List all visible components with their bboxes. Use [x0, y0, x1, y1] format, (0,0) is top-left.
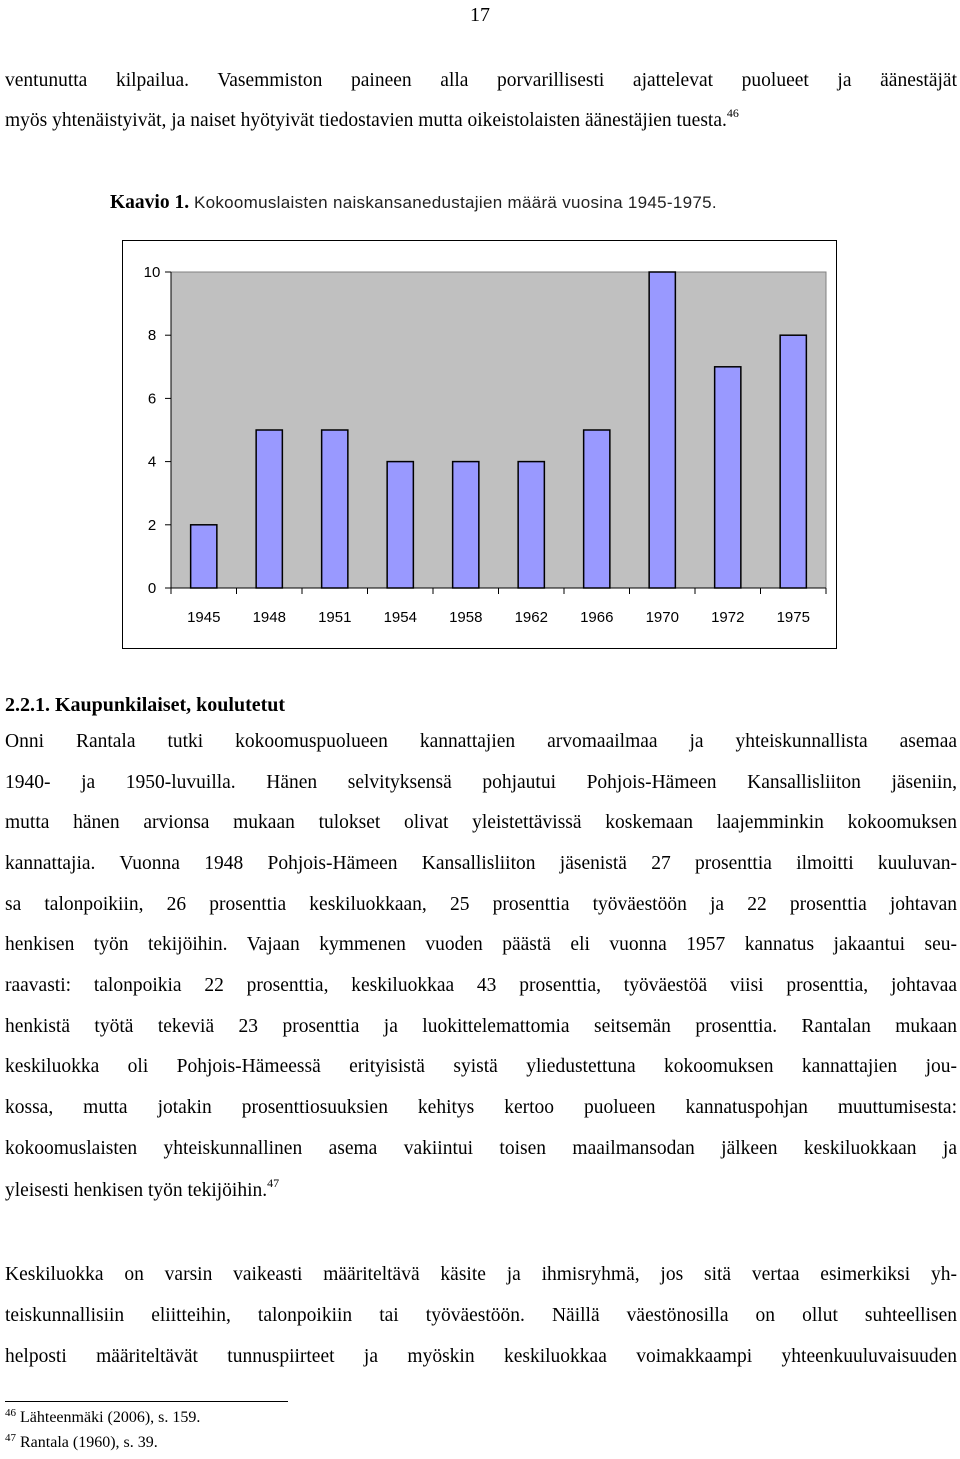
p1-line-1: Onni Rantala tutki kokoomuspuolueen kannattajien arvomaailmaa ja yhteiskunnallista asemaa [5, 731, 957, 752]
bar-1951 [322, 430, 348, 588]
x-tick-label: 1948 [252, 609, 286, 626]
y-tick-label: 8 [147, 327, 157, 345]
footnote-47-num: 47 [5, 1432, 16, 1444]
p1-line-8: henkistä työtä tekeviä 23 prosenttia ja luokittelemattomia seitsemän prosenttia. Rantalan mukaan [5, 1016, 957, 1037]
bar-1970 [649, 272, 675, 588]
y-tick-label: 10 [143, 264, 161, 281]
p2-line-1: Keskiluokka on varsin vaikeasti määriteltävä käsite ja ihmisryhmä, jos sitä vertaa esimerkiksi yh- [5, 1264, 957, 1285]
intro-line-2 [5, 106, 739, 132]
bar-1966 [584, 430, 610, 588]
caption-label: Kaavio 1. [110, 192, 190, 213]
p1-line-12 [5, 1176, 280, 1202]
footnote-46 [5, 1409, 200, 1427]
page-number: 17 [470, 4, 490, 26]
bar-chart [122, 240, 837, 649]
bar-1972 [715, 367, 741, 588]
bar-chart-svg [122, 240, 837, 649]
x-tick-label: 1954 [383, 609, 417, 626]
caption-text: Kokoomuslaisten naiskansanedustajien määrä vuosina 1945-1975. [193, 193, 717, 212]
p1-line-9: keskiluokka oli Pohjois-Hämeessä erityisistä syistä yliedustettuna kokoomuksen kannattajien jou- [5, 1056, 957, 1077]
footnote-46-num: 46 [5, 1407, 16, 1419]
p1-line-11: kokoomuslaisten yhteiskunnallinen asema vakiintui toisen maailmansodan jälkeen keskiluokkaan ja [5, 1138, 957, 1159]
p1-line-7: raavasti: talonpoikia 22 prosenttia, keskiluokkaa 43 prosenttia, työväestöä viisi prosenttia, johtavaa [5, 975, 957, 996]
x-tick-label: 1951 [318, 609, 352, 626]
x-tick-label: 1958 [449, 609, 483, 626]
footnote-rule [5, 1401, 288, 1402]
section-heading: 2.2.1. Kaupunkilaiset, koulutetut [5, 694, 286, 716]
x-tick-label: 1966 [580, 609, 614, 626]
p1-line-12-text: yleisesti henkisen työn tekijöihin. [5, 1180, 268, 1201]
footnote-ref-47: 47 [267, 1176, 280, 1190]
footnote-47-text: Rantala (1960), s. 39. [20, 1434, 158, 1451]
bar-1958 [453, 462, 479, 588]
bar-1945 [191, 525, 217, 588]
intro-line-1: ventunutta kilpailua. Vasemmiston paineen alla porvarillisesti ajattelevat puolueet ja äänestäjät [5, 70, 957, 91]
p1-line-3: mutta hänen arvionsa mukaan tulokset olivat yleistettävissä koskemaan laajemminkin kokoomuksen [5, 812, 957, 833]
p1-line-5: sa talonpoikiin, 26 prosenttia keskiluokkaan, 25 prosenttia työväestöön ja 22 prosenttia johtavan [5, 894, 957, 915]
bar-1975 [780, 335, 806, 588]
y-tick-label: 4 [147, 453, 157, 471]
footnote-47 [5, 1434, 158, 1452]
y-tick-label: 6 [147, 390, 157, 408]
figure-caption [110, 192, 717, 214]
intro-line-2-text: myös yhtenäistyivät, ja naiset hyötyivät tiedostavien mutta oikeistolaisten äänestäjien tuesta. [5, 110, 727, 131]
x-tick-label: 1975 [776, 609, 810, 626]
p2-line-3: helposti määriteltävät tunnuspiirteet ja myöskin keskiluokkaa voimakkaampi yhteenkuuluvaisuuden [5, 1346, 957, 1367]
p1-line-2: 1940- ja 1950-luvuilla. Hänen selvityksensä pohjautui Pohjois-Hämeen Kansallisliiton jäseniin, [5, 772, 957, 793]
x-tick-label: 1962 [514, 609, 548, 626]
p1-line-4: kannattajia. Vuonna 1948 Pohjois-Hämeen Kansallisliiton jäsenistä 27 prosenttia ilmoitti kuuluvan- [5, 853, 957, 874]
x-tick-label: 1972 [711, 609, 745, 626]
bar-1954 [387, 462, 413, 588]
footnote-46-text: Lähteenmäki (2006), s. 159. [20, 1409, 201, 1426]
footnote-ref-46: 46 [726, 106, 739, 120]
p1-line-6: henkisen työn tekijöihin. Vajaan kymmenen vuoden päästä eli vuonna 1957 kannatus jakaantui seu- [5, 934, 957, 955]
p1-line-10: kossa, mutta jotakin prosenttiosuuksien kehitys kertoo puolueen kannatuspohjan muuttumisesta: [5, 1097, 957, 1118]
p2-line-2: teiskunnallisiin eliitteihin, talonpoikiin tai työväestöön. Näillä väestönosilla on ollut suhteellisen [5, 1305, 957, 1326]
y-tick-label: 0 [147, 580, 157, 597]
x-tick-label: 1945 [187, 609, 221, 626]
bar-1962 [518, 462, 544, 588]
x-tick-label: 1970 [645, 609, 679, 626]
bar-1948 [256, 430, 282, 588]
y-tick-label: 2 [147, 516, 157, 534]
